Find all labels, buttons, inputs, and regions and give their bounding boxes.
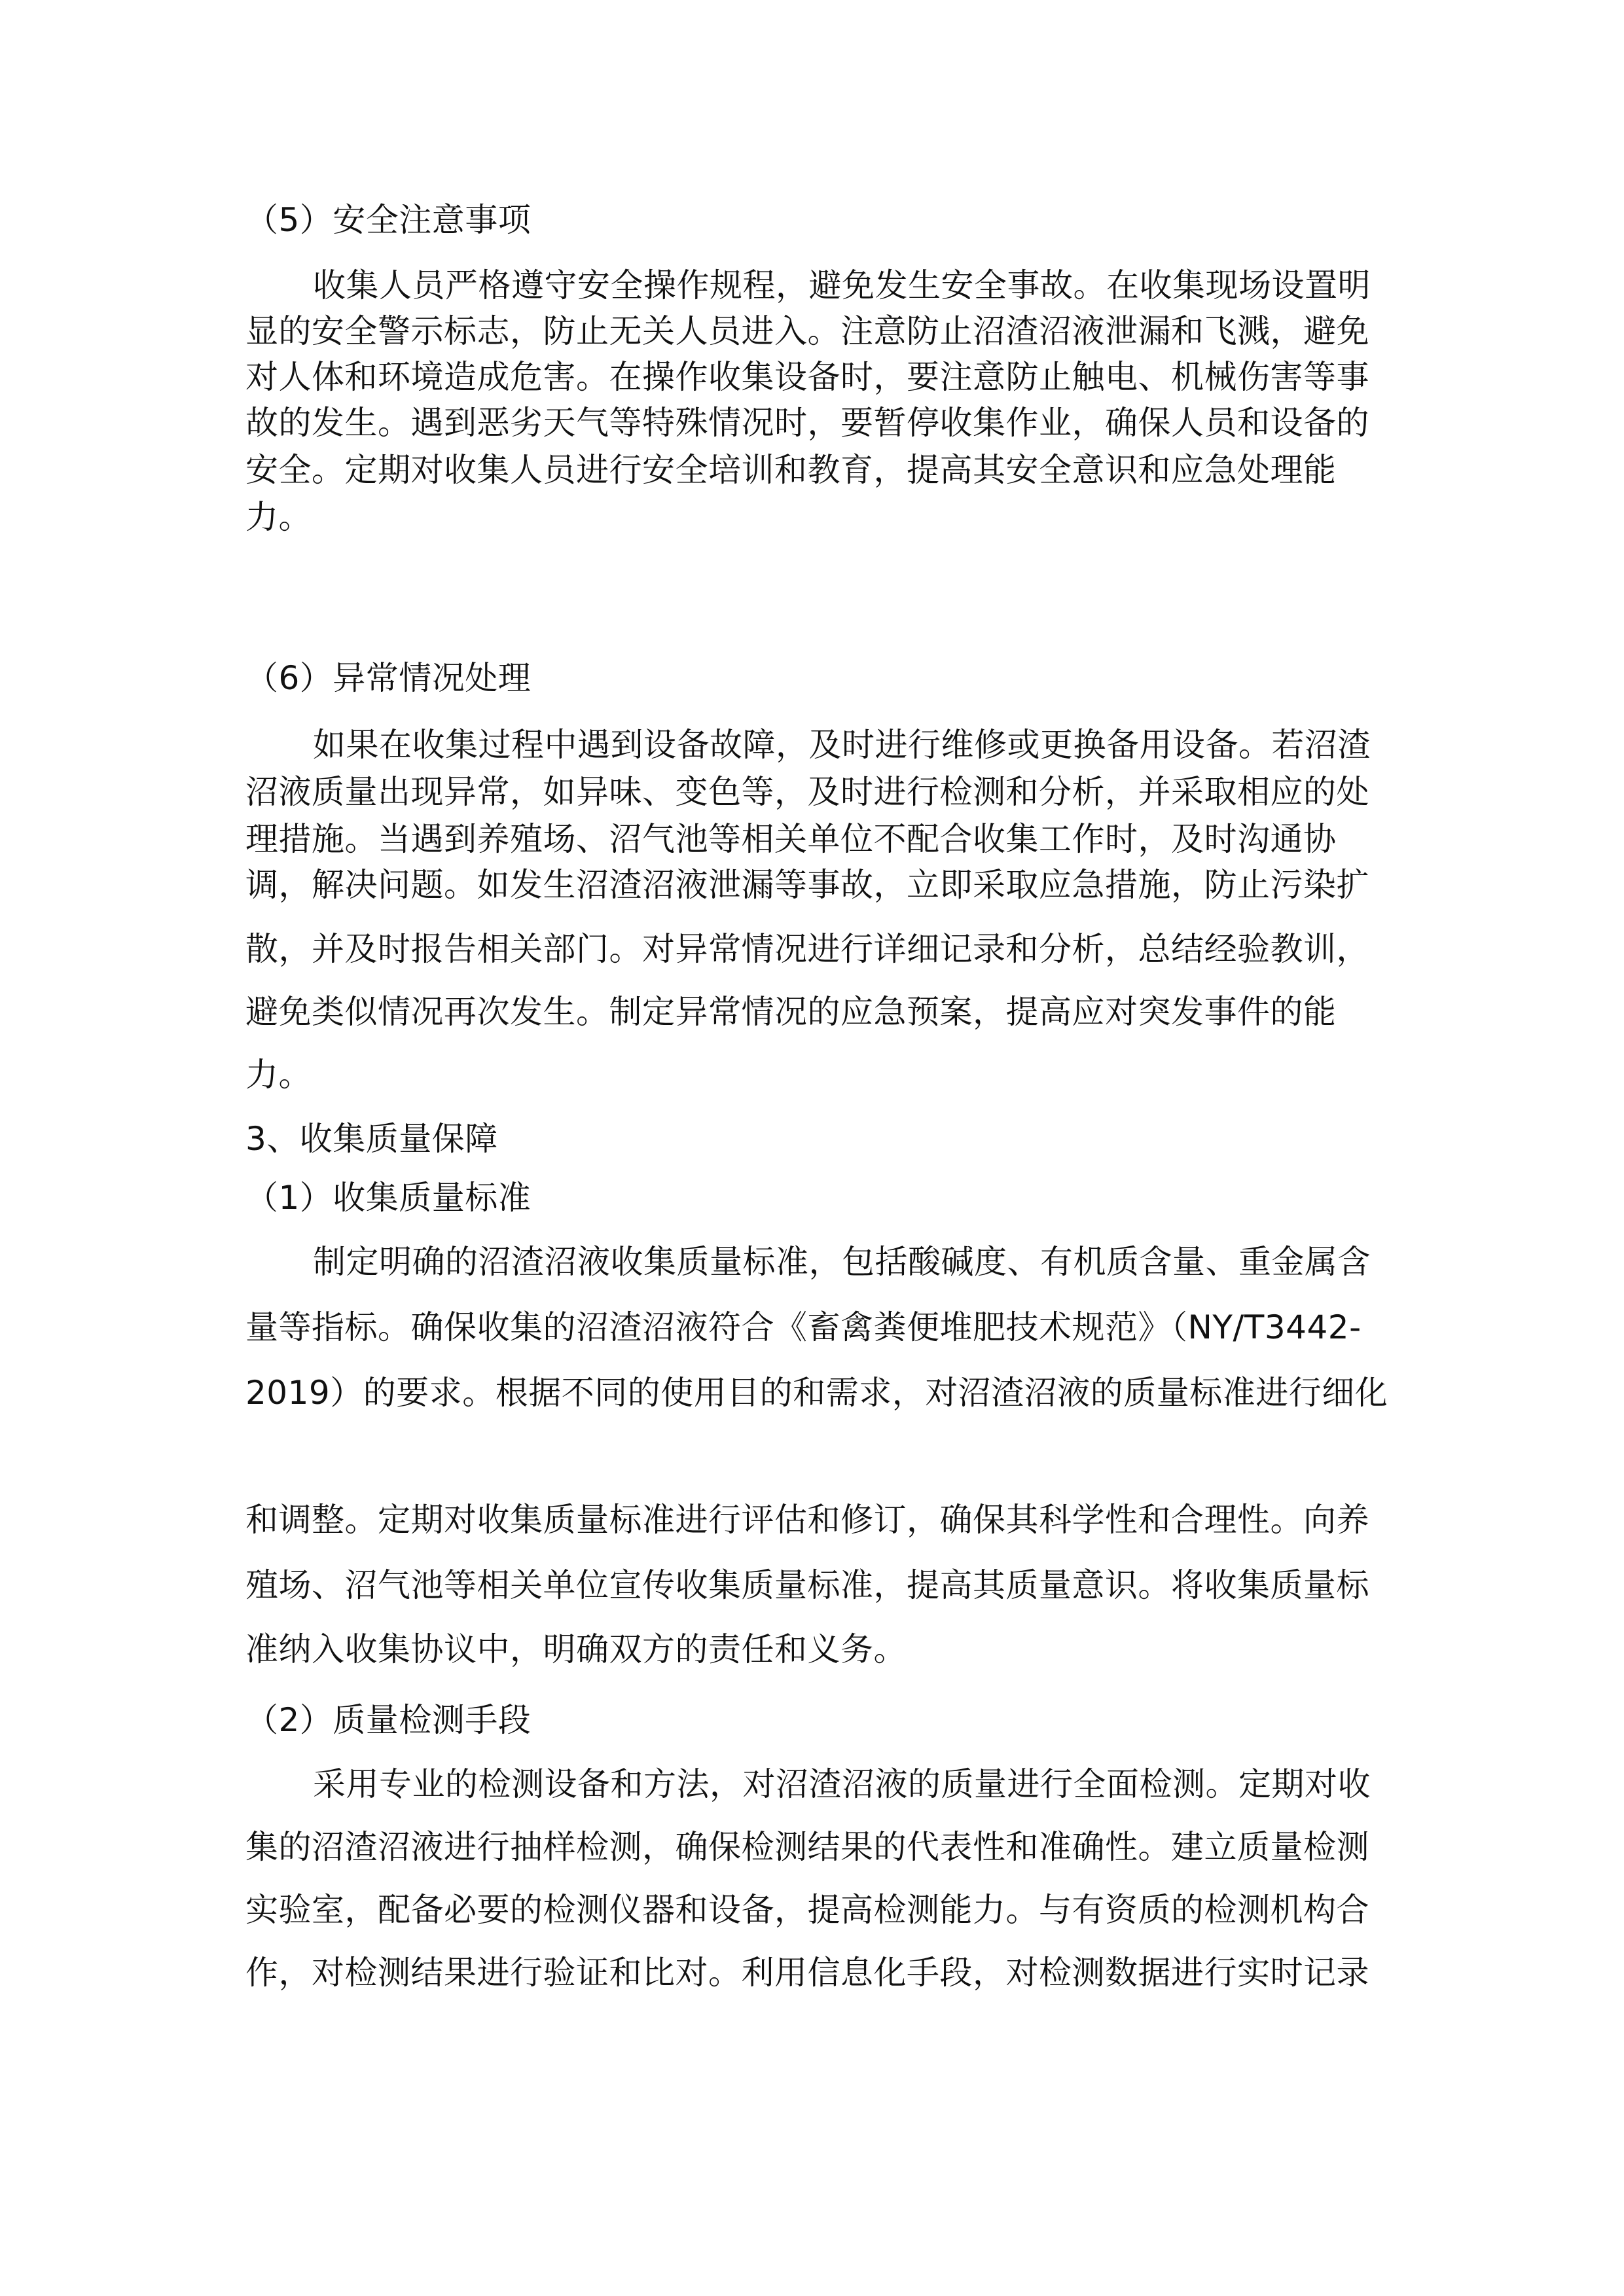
paragraph-line: 力。 [245,1056,312,1094]
paragraph-line: 散，并及时报告相关部门。对异常情况进行详细记录和分析，总结经验教训， [245,930,1369,968]
paragraph-line: 准纳入收集协议中，明确双方的责任和义务。 [245,1630,907,1668]
paragraph-line: 理措施。当遇到养殖场、沼气池等相关单位不配合收集工作时，及时沟通协 [245,820,1337,858]
paragraph-line: 制定明确的沼渣沼液收集质量标准，包括酸碱度、有机质含量、重金属含 [313,1243,1371,1281]
paragraph-line: 调，解决问题。如发生沼渣沼液泄漏等事故，立即采取应急措施，防止污染扩 [245,866,1369,904]
paragraph-line: 量等指标。确保收集的沼渣沼液符合《畜禽粪便堆肥技术规范》（NY/T3442- [245,1308,1362,1346]
paragraph-line: 显的安全警示标志，防止无关人员进入。注意防止沼渣沼液泄漏和飞溅，避免 [245,312,1369,350]
paragraph-line: 收集人员严格遵守安全操作规程，避免发生安全事故。在收集现场设置明 [313,266,1371,304]
heading-quality-testing: （2）质量检测手段 [245,1701,532,1739]
heading-abnormal-handling: （6）异常情况处理 [245,659,532,697]
paragraph-line: 殖场、沼气池等相关单位宣传收集质量标准，提高其质量意识。将收集质量标 [245,1566,1369,1604]
paragraph-line: 沼液质量出现异常，如异味、变色等，及时进行检测和分析，并采取相应的处 [245,773,1369,811]
heading-safety-precautions: （5）安全注意事项 [245,201,532,239]
paragraph-line: 2019）的要求。根据不同的使用目的和需求，对沼渣沼液的质量标准进行细化 [245,1374,1388,1412]
paragraph-line: 作，对检测结果进行验证和比对。利用信息化手段，对检测数据进行实时记录 [245,1954,1369,1992]
paragraph-line: 对人体和环境造成危害。在操作收集设备时，要注意防止触电、机械伤害等事 [245,358,1369,396]
heading-quality-standards: （1）收集质量标准 [245,1179,532,1217]
paragraph-line: 避免类似情况再次发生。制定异常情况的应急预案，提高应对突发事件的能 [245,993,1337,1031]
paragraph-line: 集的沼渣沼液进行抽样检测，确保检测结果的代表性和准确性。建立质量检测 [245,1828,1369,1866]
paragraph-line: 力。 [245,498,312,536]
paragraph-line: 采用专业的检测设备和方法，对沼渣沼液的质量进行全面检测。定期对收 [313,1765,1371,1803]
paragraph-line: 和调整。定期对收集质量标准进行评估和修订，确保其科学性和合理性。向养 [245,1501,1369,1539]
paragraph-line: 如果在收集过程中遇到设备故障，及时进行维修或更换备用设备。若沼渣 [313,726,1371,764]
paragraph-line: 实验室，配备必要的检测仪器和设备，提高检测能力。与有资质的检测机构合 [245,1891,1369,1929]
paragraph-line: 安全。定期对收集人员进行安全培训和教育，提高其安全意识和应急处理能 [245,451,1337,489]
paragraph-line: 故的发生。遇到恶劣天气等特殊情况时，要暂停收集作业，确保人员和设备的 [245,404,1369,442]
section-title-quality-assurance: 3、收集质量保障 [245,1120,498,1158]
